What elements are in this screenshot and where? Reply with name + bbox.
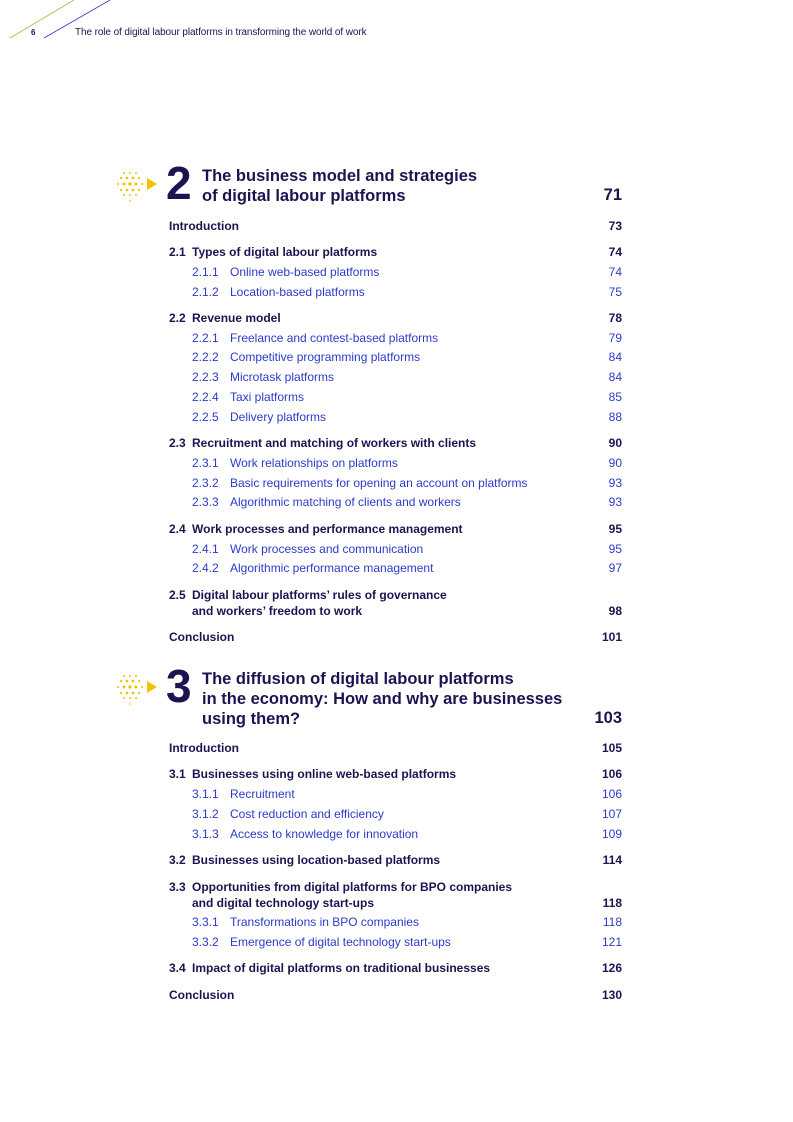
toc-subsection[interactable]: 2.4.2 Algorithmic performance management 97 [192,561,622,575]
chapter-2 [110,157,630,644]
toc-entry[interactable]: Introduction 105 [169,741,622,755]
toc-section[interactable]: 2.5 Digital labour platforms’ rules of governance and workers’ freedom to work 98 [169,588,622,618]
chapter-title: The business model and strategies of digital labour platforms [202,167,478,205]
toc-entry[interactable]: Introduction 73 [169,219,622,233]
toc-section[interactable]: 2.3 Recruitment and matching of workers with clients 90 [169,436,622,450]
toc-subsection[interactable]: 2.2.4 Taxi platforms 85 [192,390,622,404]
toc-entry[interactable]: Conclusion 101 [169,630,622,644]
header-decoration-lines [0,0,120,45]
chapter-arrow-icon [114,168,162,204]
toc-subsection[interactable]: 2.1.1 Online web-based platforms 74 [192,265,622,279]
toc-section[interactable]: 3.1 Businesses using online web-based platforms 106 [169,767,622,781]
chapter-arrow-icon [114,671,162,707]
chapter-number: 3 [166,660,192,712]
toc-section[interactable]: 3.2 Businesses using location-based platforms 114 [169,853,622,867]
chapter-number: 2 [166,157,192,209]
toc-subsection[interactable]: 3.1.2 Cost reduction and efficiency 107 [192,807,622,821]
toc-entry[interactable]: Conclusion 130 [169,988,622,1002]
toc-subsection[interactable]: 2.3.3 Algorithmic matching of clients and workers 93 [192,495,622,509]
toc-subsection[interactable]: 2.2.2 Competitive programming platforms 84 [192,350,622,364]
running-title: The role of digital labour platforms in transforming the world of work [75,27,367,38]
toc-section[interactable]: 3.4 Impact of digital platforms on traditional businesses 126 [169,961,622,975]
chapter-page-number: 103 [594,709,622,727]
page-number: 6 [31,28,36,37]
chapter-heading [110,660,630,728]
toc-subsection[interactable]: 3.3.1 Transformations in BPO companies 118 [192,915,622,929]
toc-subsection[interactable]: 3.1.1 Recruitment 106 [192,787,622,801]
chapter-title: The diffusion of digital labour platforms in the economy: How and why are businesses using them? [202,670,563,728]
toc-subsection[interactable]: 2.2.3 Microtask platforms 84 [192,370,622,384]
toc-section[interactable]: 3.3 Opportunities from digital platforms for BPO companies and digital technology start-ups 118 [169,880,622,910]
chapter-heading [110,157,630,216]
toc-section[interactable]: 2.4 Work processes and performance management 95 [169,522,622,536]
toc-subsection[interactable]: 2.3.2 Basic requirements for opening an account on platforms 93 [192,476,622,490]
toc-subsection[interactable]: 2.2.5 Delivery platforms 88 [192,410,622,424]
toc-subsection[interactable]: 2.2.1 Freelance and contest-based platforms 79 [192,331,622,345]
toc-subsection[interactable]: 2.4.1 Work processes and communication 95 [192,542,622,556]
toc-section[interactable]: 2.1 Types of digital labour platforms 74 [169,245,622,259]
toc-section[interactable]: 2.2 Revenue model 78 [169,311,622,325]
chapter-page-number: 71 [603,186,622,204]
chapter-3 [110,660,630,1002]
toc-subsection[interactable]: 3.3.2 Emergence of digital technology start-ups 121 [192,935,622,949]
toc-subsection[interactable]: 2.3.1 Work relationships on platforms 90 [192,456,622,470]
toc-subsection[interactable]: 3.1.3 Access to knowledge for innovation 109 [192,827,622,841]
toc-subsection[interactable]: 2.1.2 Location-based platforms 75 [192,285,622,299]
